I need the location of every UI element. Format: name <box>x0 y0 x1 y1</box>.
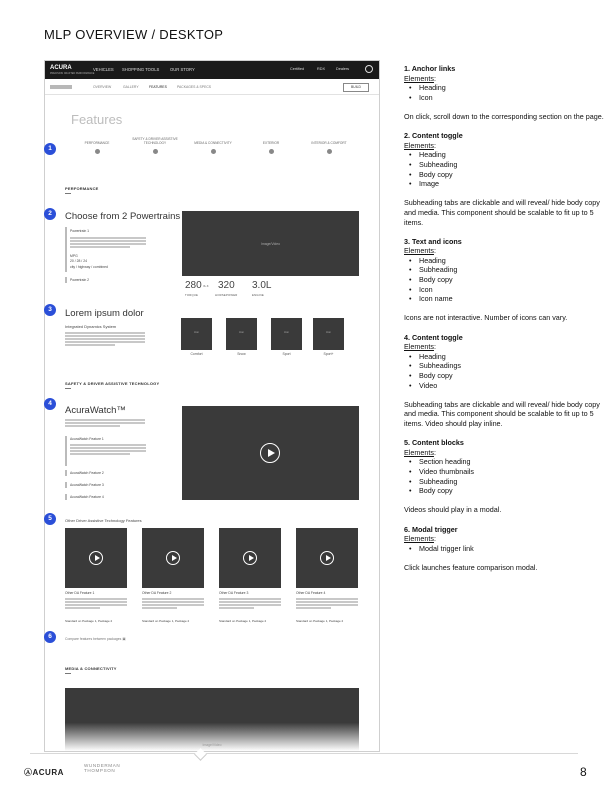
mode-icon-comfort: Icon <box>181 318 212 350</box>
nav-our-story[interactable]: OUR STORY <box>170 67 195 72</box>
note-title: 5. Content blocks <box>404 438 464 448</box>
tab-acurawatch-1[interactable]: AcuraWatch Feature 1 <box>70 437 104 441</box>
note-element-item: • Icon name <box>419 294 604 304</box>
stat-engine-value: 3.0L <box>252 280 272 291</box>
active-tab-indicator <box>65 436 67 466</box>
note-elements-list <box>404 256 604 304</box>
util-rdx[interactable]: RDX <box>317 67 326 71</box>
ids-heading: Lorem ipsum dolor <box>65 308 144 319</box>
active-tab-indicator <box>65 227 67 272</box>
note-description: Icons are not interactive. Number of icons can vary. <box>404 313 568 323</box>
note-element-item: • Modal trigger link <box>419 544 604 554</box>
acura-logo[interactable]: ACURA PRECISION CRAFTED PERFORMANCE <box>50 65 95 75</box>
da-standard-4: Standard on Package 1, Package 2 <box>296 619 344 623</box>
da-title-3: Other DA Feature 3 <box>219 591 249 595</box>
annotation-marker-2: 2 <box>44 208 56 220</box>
note-elements-label: Elements: <box>404 246 436 256</box>
note-elements-label: Elements: <box>404 140 436 150</box>
stat-hp-value: 320 <box>218 280 235 291</box>
mpg-values: 20 / 28 / 24 <box>70 259 87 263</box>
note-elements-list <box>404 457 604 495</box>
stat-hp-label: HORSEPOWER <box>215 293 238 297</box>
acura-footer-logo: ⒶACURA <box>24 768 64 777</box>
tab-indicator <box>65 470 67 476</box>
tab-powertrain-2[interactable]: Powertrain 2 <box>70 278 90 282</box>
note-element-item: • Icon <box>419 285 604 295</box>
note-block <box>404 438 604 524</box>
acurawatch-heading: AcuraWatch™ <box>65 405 126 416</box>
note-block <box>404 525 604 583</box>
annotation-marker-6: 6 <box>44 631 56 643</box>
icon-name-comfort: Comfort <box>190 352 203 356</box>
note-element-item: • Heading <box>419 352 604 362</box>
note-element-item: • Icon <box>419 93 604 103</box>
tab-indicator <box>65 482 67 488</box>
section-rule <box>65 193 71 194</box>
nav-vehicles[interactable]: VEHICLES <box>93 67 114 72</box>
anchor-safety[interactable]: SAFETY & DRIVER ASSISTIVE TECHNOLOGY <box>127 137 183 154</box>
agency-logo: WUNDERMAN THOMPSON <box>84 763 121 774</box>
note-title: 2. Content toggle <box>404 131 463 141</box>
tab-indicator <box>65 494 67 500</box>
note-element-item: • Subheading <box>419 160 604 170</box>
da-standard-1: Standard on Package 1, Package 2 <box>65 619 113 623</box>
model-name-placeholder <box>50 85 72 89</box>
tab-overview[interactable]: OVERVIEW <box>93 85 112 89</box>
body-copy <box>70 444 146 456</box>
note-element-item: • Body copy <box>419 486 604 496</box>
da-title-4: Other DA Feature 4 <box>296 591 326 595</box>
section-head-media: MEDIA & CONNECTIVITY <box>65 666 117 671</box>
tab-gallery[interactable]: GALLERY <box>123 85 139 89</box>
stat-torque-label: TORQUE <box>185 293 199 297</box>
powertrain-media: Image/Video <box>182 211 359 276</box>
note-elements-label: Elements: <box>404 342 436 352</box>
mpg-sub: city / highway / combined <box>70 265 108 269</box>
search-icon[interactable] <box>365 65 373 73</box>
da-title-2: Other DA Feature 2 <box>142 591 172 595</box>
icon-name-sport: Sport <box>282 352 291 356</box>
tab-acurawatch-3[interactable]: AcuraWatch Feature 3 <box>70 483 104 487</box>
da-video-thumb-2[interactable] <box>142 528 204 588</box>
note-elements-list <box>404 544 604 554</box>
play-icon[interactable] <box>260 443 280 463</box>
play-icon[interactable] <box>320 551 334 565</box>
note-elements-list <box>404 83 604 102</box>
mode-icon-snow: Icon <box>226 318 257 350</box>
stat-torque-value: 280 <box>185 280 202 291</box>
section-rule <box>65 388 71 389</box>
note-description: Videos should play in a modal. <box>404 505 502 515</box>
da-video-thumb-4[interactable] <box>296 528 358 588</box>
body-copy <box>70 237 146 249</box>
note-elements-list <box>404 150 604 188</box>
body-copy <box>219 598 281 610</box>
stat-torque-unit: lb-ft <box>203 284 209 288</box>
note-description: Subheading tabs are clickable and will reveal/ hide body copy and media. This component should be scalable to fit up to 5 items. <box>404 198 600 227</box>
note-description: On click, scroll down to the corresponding section on the page. <box>404 111 604 121</box>
note-description: Click launches feature comparison modal. <box>404 562 538 572</box>
da-title-1: Other DA Feature 1 <box>65 591 95 595</box>
page-title: MLP OVERVIEW / DESKTOP <box>44 27 224 42</box>
anchor-interior[interactable]: INTERIOR & COMFORT <box>301 141 357 154</box>
note-element-item: • Section heading <box>419 457 604 467</box>
note-block <box>404 131 604 237</box>
tab-indicator <box>65 277 67 283</box>
note-element-item: • Heading <box>419 83 604 93</box>
note-element-item: • Heading <box>419 256 604 266</box>
section-head-safety: SAFETY & DRIVER ASSISTIVE TECHNOLOGY <box>65 381 160 386</box>
compare-features-link[interactable]: Compare features between packages ▣ <box>65 637 126 641</box>
features-heading: Features <box>71 112 123 127</box>
anchor-performance[interactable]: PERFORMANCE <box>69 141 125 154</box>
icon-name-sport-plus: Sport+ <box>323 352 334 356</box>
other-da-heading: Other Driver Assistive Technology Features <box>65 518 142 523</box>
note-element-item: • Heading <box>419 150 604 160</box>
body-copy <box>65 598 127 610</box>
footer-divider <box>30 753 578 754</box>
note-element-item: • Subheading <box>419 477 604 487</box>
body-copy <box>65 332 145 347</box>
note-block <box>404 237 604 333</box>
annotation-marker-4: 4 <box>44 398 56 410</box>
mpg-label: MPG <box>70 254 78 258</box>
anchor-exterior[interactable]: EXTERIOR <box>243 141 299 154</box>
icon-name-snow: Snow <box>237 352 246 356</box>
note-elements-label: Elements: <box>404 447 436 457</box>
anchor-dot-icon <box>95 149 100 154</box>
note-description: Subheading tabs are clickable and will reveal/ hide body copy and media. This component should be scalable to fit up to 5 items. Video should play inline. <box>404 399 600 428</box>
note-element-item: • Body copy <box>419 170 604 180</box>
tab-acurawatch-2[interactable]: AcuraWatch Feature 2 <box>70 471 104 475</box>
da-standard-3: Standard on Package 1, Package 2 <box>219 619 267 623</box>
acura-mark-icon: Ⓐ <box>24 768 33 777</box>
note-element-item: • Image <box>419 179 604 189</box>
anchor-dot-icon <box>269 149 274 154</box>
util-certified[interactable]: Certified <box>290 67 305 71</box>
note-elements-label: Elements: <box>404 73 436 83</box>
note-title: 6. Modal trigger <box>404 524 458 534</box>
powertrains-heading: Choose from 2 Powertrains <box>65 211 181 222</box>
build-button[interactable]: BUILD <box>343 83 369 92</box>
da-video-thumb-3[interactable] <box>219 528 281 588</box>
body-copy <box>65 419 145 428</box>
anchor-dot-icon <box>327 149 332 154</box>
wireframe-frame <box>44 60 380 752</box>
stat-engine-label: ENGINE <box>252 293 264 297</box>
annotation-marker-5: 5 <box>44 513 56 525</box>
nav-shopping-tools[interactable]: SHOPPING TOOLS <box>122 67 160 72</box>
mode-icon-sport: Icon <box>271 318 302 350</box>
da-standard-2: Standard on Package 1, Package 2 <box>142 619 190 623</box>
note-element-item: • Subheading <box>419 265 604 275</box>
play-icon[interactable] <box>166 551 180 565</box>
body-copy <box>142 598 204 610</box>
note-elements-label: Elements: <box>404 534 436 544</box>
model-subnav <box>45 80 379 95</box>
note-element-item: • Subheadings <box>419 361 604 371</box>
util-dealers[interactable]: Dealers <box>336 67 350 71</box>
top-navigation <box>45 61 379 79</box>
media-connectivity-media: Image/Video <box>65 688 359 751</box>
body-copy <box>296 598 358 610</box>
da-video-thumb-1[interactable] <box>65 528 127 588</box>
note-block <box>404 64 604 131</box>
note-element-item: • Body copy <box>419 275 604 285</box>
ids-subheading: Integrated Dynamics System <box>65 324 117 329</box>
note-elements-list <box>404 352 604 390</box>
mode-icon-sport-plus: Icon <box>313 318 344 350</box>
anchor-media[interactable]: MEDIA & CONNECTIVITY <box>185 141 241 154</box>
tab-powertrain-1[interactable]: Powertrain 1 <box>70 229 90 233</box>
anchor-dot-icon <box>153 149 158 154</box>
note-title: 1. Anchor links <box>404 64 456 73</box>
note-block <box>404 333 604 439</box>
external-modal-icon: ▣ <box>122 637 126 641</box>
play-icon[interactable] <box>243 551 257 565</box>
section-head-performance: PERFORMANCE <box>65 186 99 191</box>
note-element-item: • Body copy <box>419 371 604 381</box>
tab-features[interactable]: FEATURES <box>149 85 167 89</box>
annotation-marker-1: 1 <box>44 143 56 155</box>
annotation-notes <box>404 64 604 582</box>
note-element-item: • Video thumbnails <box>419 467 604 477</box>
tab-packages-specs[interactable]: PACKAGES & SPECS <box>177 85 212 89</box>
anchor-dot-icon <box>211 149 216 154</box>
section-rule <box>65 673 71 674</box>
page-number: 8 <box>580 765 587 779</box>
annotation-marker-3: 3 <box>44 304 56 316</box>
acurawatch-video[interactable] <box>182 406 359 500</box>
tab-acurawatch-4[interactable]: AcuraWatch Feature 4 <box>70 495 104 499</box>
note-title: 4. Content toggle <box>404 332 463 342</box>
note-element-item: • Video <box>419 381 604 391</box>
play-icon[interactable] <box>89 551 103 565</box>
note-title: 3. Text and icons <box>404 236 462 246</box>
